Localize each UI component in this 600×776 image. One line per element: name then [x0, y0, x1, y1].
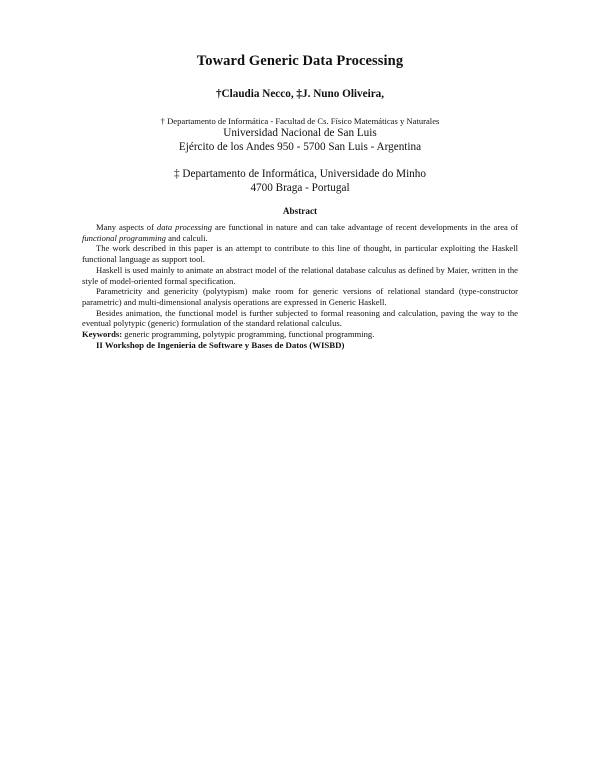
abstract-paragraph-1 [82, 222, 518, 243]
abstract-paragraph-3: Haskell is used mainly to animate an abstract model of the relational database calculus as defined by Maier, written in the style of model-oriented formal specification. [82, 264, 518, 286]
affiliation-1-address: Ejército de los Andes 950 - 5700 San Luis - Argentina [178, 141, 422, 153]
keywords-label: Keywords: [82, 329, 123, 340]
affiliation-2-address: 4700 Braga - Portugal [250, 182, 350, 194]
paper-title: Toward Generic Data Processing [196, 53, 404, 69]
abstract-heading: Abstract [282, 206, 318, 216]
abstract-p1-text-c: and calculi. [165, 232, 208, 243]
keywords-line [82, 329, 518, 340]
abstract-paragraph-4: Parametricity and genericity (polytypism) make room for generic versions of relational standard (type-constructor parametric) and multi-dimensional analysis operations are expressed in Generic Haskell. [82, 286, 518, 307]
keywords-text: generic programming, polytypic programming, functional programming. [122, 329, 375, 340]
abstract-paragraph-2: The work described in this paper is an attempt to contribute to this line of thought, in particular exploiting the Haskell functional language as support tool. [82, 243, 518, 265]
paper-authors: †Claudia Necco, ‡J. Nuno Oliveira, [215, 88, 385, 100]
abstract-p1-text-a: Many aspects of [96, 222, 157, 232]
affiliation-1-department: † Departamento de Informática - Facultad de Cs. Físico Matemáticas y Naturales [160, 116, 440, 126]
abstract-paragraph-5: Besides animation, the functional model is further subjected to formal reasoning and calculation, paving the way to the eventual polytypic (generic) formulation of the standard relational calculus. [82, 307, 518, 329]
affiliation-2-department: ‡ Departamento de Informática, Universidade do Minho [174, 168, 426, 180]
abstract-p1-text-b: are functional in nature and can take advantage of recent developments in the area of [212, 222, 518, 232]
affiliation-1-university: Universidad Nacional de San Luis [223, 127, 377, 139]
workshop-line: II Workshop de Ingenieria de Software y Bases de Datos (WISBD) [96, 339, 345, 350]
abstract-body [82, 222, 518, 350]
abstract-p1-emphasis-functional-programming: functional programming [82, 232, 166, 243]
abstract-p1-emphasis-data-processing: data processing [156, 222, 213, 232]
